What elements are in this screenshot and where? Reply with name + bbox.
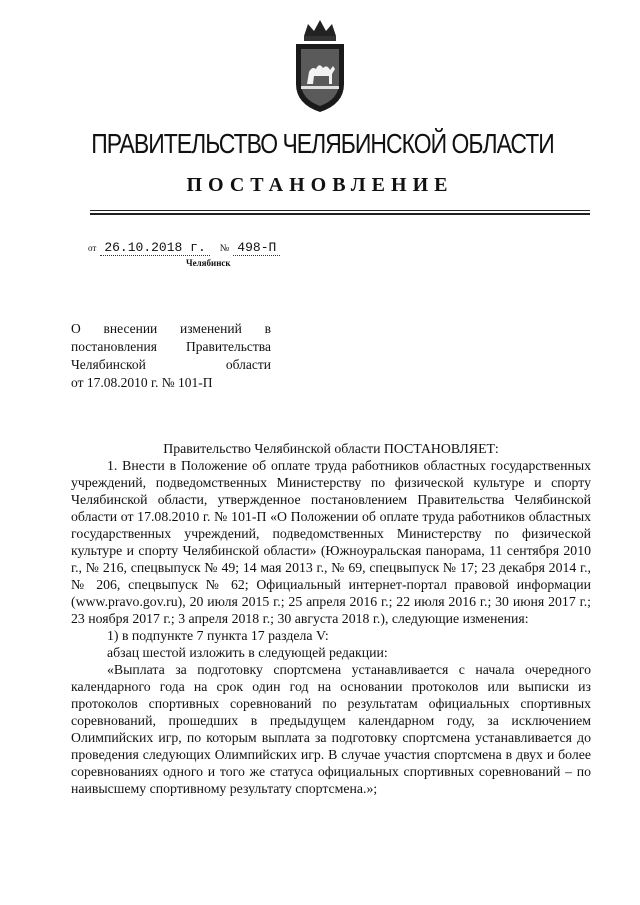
government-title: ПРАВИТЕЛЬСТВО ЧЕЛЯБИНСКОЙ ОБЛАСТИ bbox=[91, 128, 554, 159]
subject-line: постановления Правительства bbox=[71, 339, 271, 354]
city-label: Челябинск bbox=[186, 258, 231, 268]
subject-line: О внесении изменений в bbox=[71, 321, 271, 336]
document-date: 26.10.2018 г. bbox=[100, 240, 209, 256]
header-divider-thick bbox=[90, 213, 590, 215]
preamble: Правительство Челябинской области ПОСТАНОВЛЯЕТ: bbox=[163, 441, 499, 456]
subject-line: Челябинской области bbox=[71, 357, 271, 372]
subject-line: от 17.08.2010 г. № 101-П bbox=[71, 375, 213, 390]
document-body bbox=[71, 440, 591, 797]
document-subject bbox=[71, 320, 271, 392]
paragraph-1: 1. Внести в Положение об оплате труда работников областных государственных учреждений, подведомственных Министерству по физической культуре и спорту Челябинской области, утвержденное постановлением Правительства Челябинской области от 17.08.2010 г. № 101-П «О Положении об оплате труда работников областных государственных учреждений, подведомственных Министерству по физической культуре и спорту Челябинской области» (Южноуральская панорама, 11 сентября 2010 г., № 216, спецвыпуск № 49; 14 мая 2013 г., № 69, спецвыпуск № 17; 23 декабря 2014 г., № 206, спецвыпуск № 62; Официальный интернет-портал правовой информации (www.pravo.gov.ru), 20 июля 2015 г.; 25 апреля 2016 г.; 22 июля 2016 г.; 30 июня 2017 г.; 23 ноября 2017 г.; 3 апреля 2018 г.; 30 августа 2018 г.), следующие изменения: bbox=[71, 458, 591, 626]
date-prefix: от bbox=[88, 243, 97, 253]
document-number: 498-П bbox=[233, 240, 280, 256]
number-prefix: № bbox=[219, 243, 230, 254]
date-number-line bbox=[88, 240, 280, 255]
coat-of-arms-emblem bbox=[290, 14, 350, 114]
subitem-1: 1) в подпункте 7 пункта 17 раздела V: bbox=[107, 628, 329, 643]
subitem-1-text: абзац шестой изложить в следующей редакции: bbox=[107, 645, 388, 660]
header-divider-thin bbox=[90, 210, 590, 211]
quoted-text: «Выплата за подготовку спортсмена устанавливается с начала очередного календарного года на срок один год на основании протоколов или выписки из протоколов спортивных соревнований по результатам официальных спортивных соревнований, прошедших в предыдущем календарном году, за исключением Олимпийских игр, по которым выплата за подготовку спортсмена устанавливается до проведения следующих Олимпийских игр. В случае участия спортсмена в двух и более соревнованиях одного и того же статуса официальных спортивных соревнований – по наивысшему спортивному результату спортсмена.»; bbox=[71, 662, 591, 796]
document-type: ПОСТАНОВЛЕНИЕ bbox=[186, 174, 454, 196]
